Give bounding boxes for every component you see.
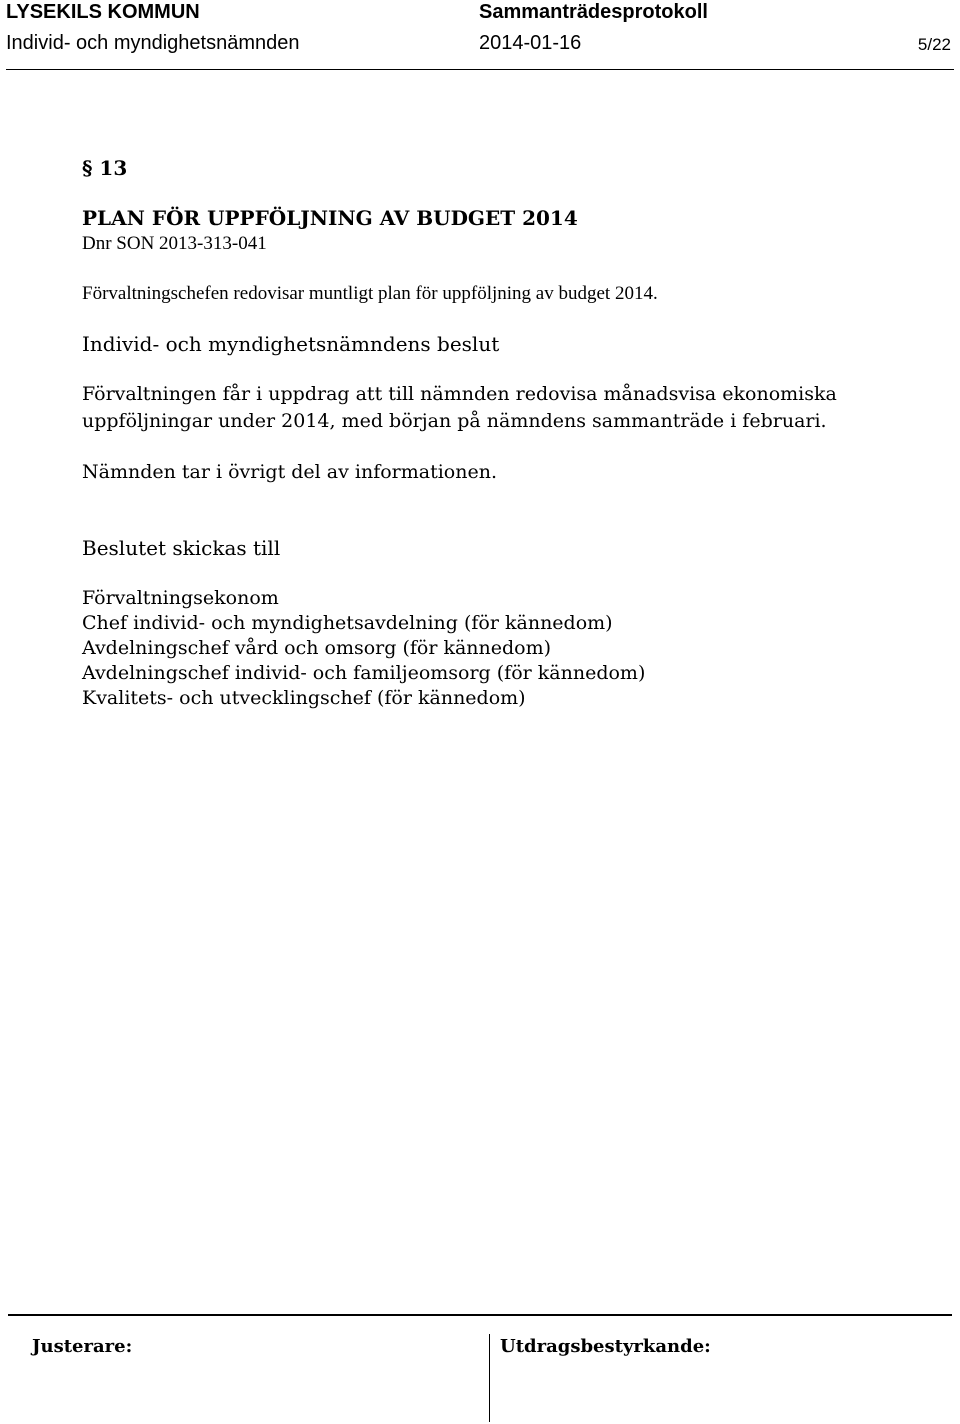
decision-heading: Individ- och myndighetsnämndens beslut <box>82 332 500 356</box>
section-number: § 13 <box>82 156 128 180</box>
decision-line: uppföljningar under 2014, med början på nämndens sammanträde i februari. <box>82 410 827 432</box>
recipient-item: Chef individ- och myndighetsavdelning (för kännedom) <box>82 612 613 634</box>
organization-name: LYSEKILS KOMMUN <box>6 1 200 23</box>
footer-column-divider <box>489 1334 490 1422</box>
distribution-heading: Beslutet skickas till <box>82 536 281 560</box>
header-divider <box>6 69 954 70</box>
decision-line: Förvaltningen får i uppdrag att till nämnden redovisa månadsvisa ekonomiska <box>82 383 837 405</box>
recipient-item: Avdelningschef individ- och familjeomsorg (för kännedom) <box>82 662 646 684</box>
case-intro: Förvaltningschefen redovisar muntligt plan för uppföljning av budget 2014. <box>82 283 658 304</box>
utdragsbestyrkande-label: Utdragsbestyrkande: <box>500 1336 711 1357</box>
footer-divider <box>8 1314 952 1316</box>
recipient-item: Kvalitets- och utvecklingschef (för kännedom) <box>82 687 526 709</box>
case-dnr: Dnr SON 2013-313-041 <box>82 233 267 254</box>
decision-line: Nämnden tar i övrigt del av informationen. <box>82 461 498 483</box>
recipient-item: Avdelningschef vård och omsorg (för kännedom) <box>82 637 552 659</box>
document-type: Sammanträdesprotokoll <box>479 1 708 23</box>
meeting-date: 2014-01-16 <box>479 32 582 54</box>
case-title: PLAN FÖR UPPFÖLJNING AV BUDGET 2014 <box>82 206 578 230</box>
recipient-list <box>82 586 645 711</box>
recipient-item: Förvaltningsekonom <box>82 587 279 609</box>
page-number: 5/22 <box>917 35 951 54</box>
justerare-label: Justerare: <box>32 1336 133 1357</box>
committee-name: Individ- och myndighetsnämnden <box>6 32 300 54</box>
